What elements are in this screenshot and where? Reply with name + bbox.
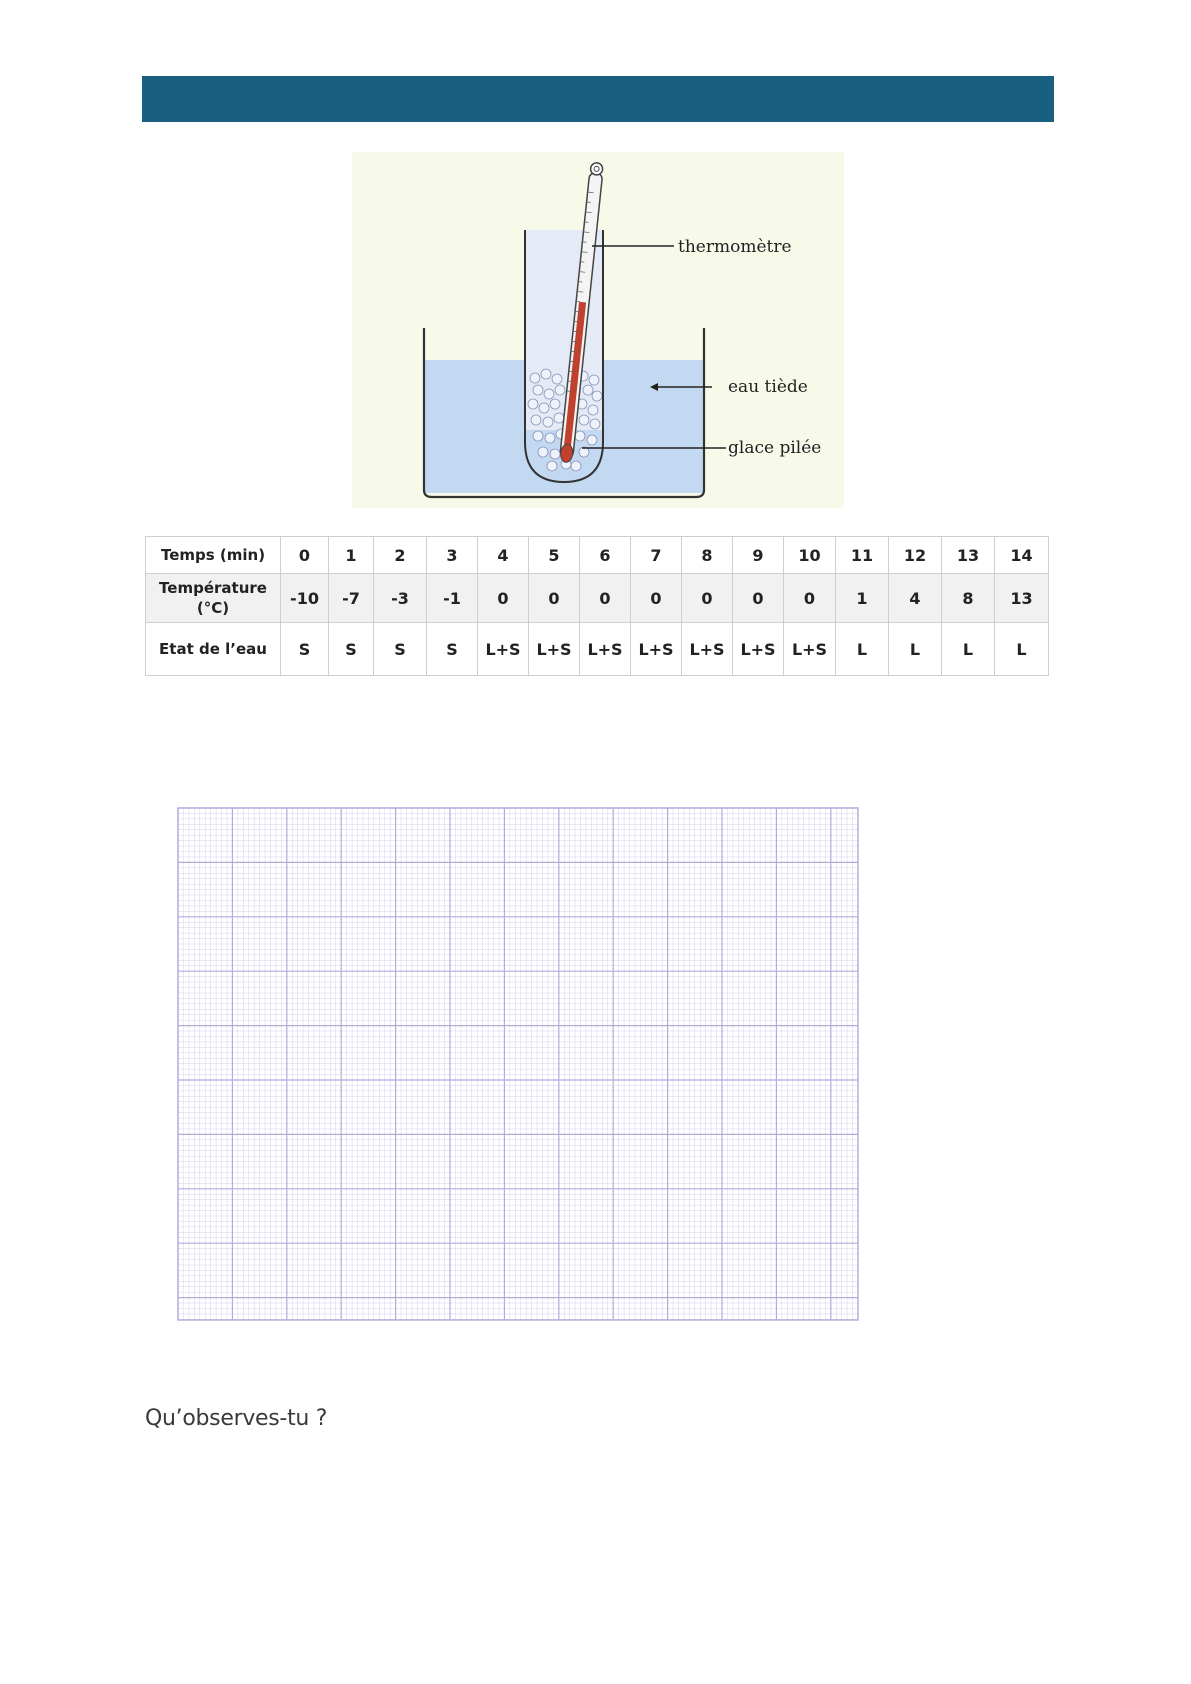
temperature-cell: -3 — [374, 574, 427, 623]
state-cell: L — [836, 623, 889, 676]
time-cell: 5 — [529, 537, 580, 574]
time-cell: 1 — [329, 537, 374, 574]
label-crushed-ice: glace pilée — [728, 438, 822, 458]
state-cell: L+S — [784, 623, 836, 676]
time-cell: 0 — [281, 537, 329, 574]
temperature-cell: 8 — [942, 574, 995, 623]
time-cell: 4 — [478, 537, 529, 574]
state-label: Etat de l’eau — [146, 623, 281, 676]
temperature-cell: -7 — [329, 574, 374, 623]
question-text: Qu’observes-tu ? — [145, 1406, 328, 1431]
row-time — [146, 537, 1049, 574]
label-warm-water: eau tiède — [728, 377, 808, 397]
state-cell: L — [995, 623, 1049, 676]
temperature-label-line2: (°C) — [196, 599, 230, 617]
experiment-figure — [352, 152, 844, 508]
state-cell: L+S — [733, 623, 784, 676]
temperature-cell: 0 — [580, 574, 631, 623]
time-cell: 2 — [374, 537, 427, 574]
state-cell: L+S — [682, 623, 733, 676]
graph-paper-major — [178, 808, 858, 1320]
state-cell: L+S — [478, 623, 529, 676]
temperature-label-line1: Température — [159, 579, 267, 597]
time-cell: 9 — [733, 537, 784, 574]
header-bar — [142, 76, 1054, 122]
temperature-cell: 0 — [478, 574, 529, 623]
state-cell: S — [329, 623, 374, 676]
temperature-cell: -1 — [427, 574, 478, 623]
time-label: Temps (min) — [146, 537, 281, 574]
state-cell: S — [427, 623, 478, 676]
row-state — [146, 623, 1049, 676]
data-table — [145, 536, 1049, 676]
time-cell: 11 — [836, 537, 889, 574]
temperature-cell: 0 — [631, 574, 682, 623]
label-thermometer: thermomètre — [678, 237, 792, 257]
state-cell: L — [942, 623, 995, 676]
state-cell: L+S — [580, 623, 631, 676]
temperature-cell: 0 — [529, 574, 580, 623]
temperature-cell: 4 — [889, 574, 942, 623]
state-cell: S — [374, 623, 427, 676]
temperature-cell: 1 — [836, 574, 889, 623]
state-cell: L — [889, 623, 942, 676]
temperature-label — [146, 574, 281, 623]
time-cell: 10 — [784, 537, 836, 574]
state-cell: S — [281, 623, 329, 676]
state-cell: L+S — [529, 623, 580, 676]
temperature-cell: 0 — [733, 574, 784, 623]
graph-paper — [174, 804, 864, 1326]
temperature-cell: 0 — [682, 574, 733, 623]
temperature-cell: 13 — [995, 574, 1049, 623]
row-temperature — [146, 574, 1049, 623]
time-cell: 14 — [995, 537, 1049, 574]
time-cell: 12 — [889, 537, 942, 574]
experiment-illustration — [352, 152, 844, 508]
time-cell: 8 — [682, 537, 733, 574]
time-cell: 13 — [942, 537, 995, 574]
state-cell: L+S — [631, 623, 682, 676]
temperature-cell: 0 — [784, 574, 836, 623]
time-cell: 3 — [427, 537, 478, 574]
time-cell: 6 — [580, 537, 631, 574]
time-cell: 7 — [631, 537, 682, 574]
temperature-cell: -10 — [281, 574, 329, 623]
